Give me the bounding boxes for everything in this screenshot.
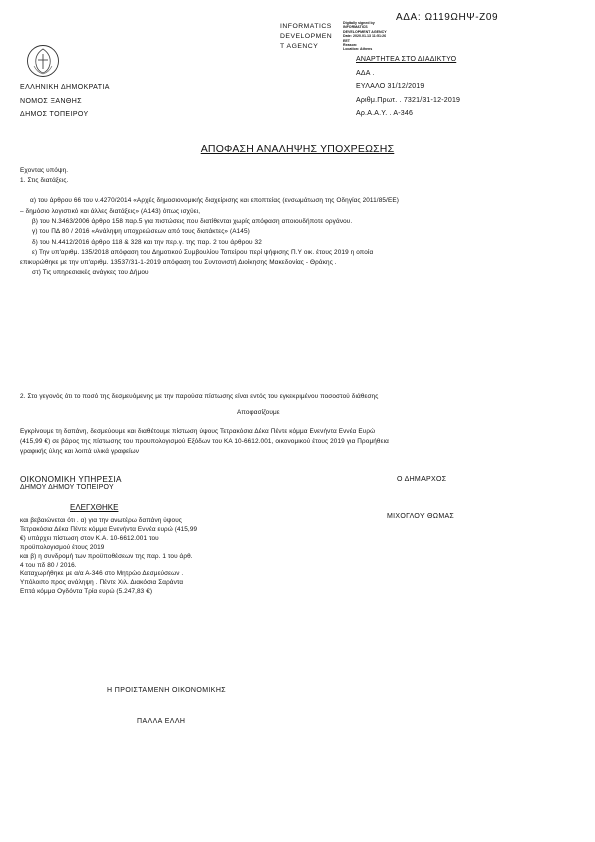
aay-number: Αρ.Α.Α.Υ. . Α-346	[356, 110, 414, 117]
signing-agency-name	[280, 22, 350, 52]
signature-line-6: Reason:	[343, 43, 358, 48]
agency-line-3: T AGENCY	[280, 43, 319, 50]
note-line: Καταχωρήθηκε με α/α Α-346 στο Μητρώο Δεσμεύσεων .	[20, 570, 184, 578]
posting-notice: ΑΝΑΡΤΗΤΕΑ ΣΤΟ ΔΙΑΔΙΚΤΥΟ	[356, 56, 457, 63]
body-line: Εχοντας υπόψη.	[20, 167, 69, 174]
head-of-finance-title: Η ΠΡΟΙΣΤΑΜΕΝΗ ΟΙΚΟΝΟΜΙΚΗΣ	[107, 687, 227, 694]
body-line: ε) Την υπ'αριθμ. 135/2018 απόφαση του Δημοτικού Συμβουλίου Τοπείρου περί ψήφισης Π.Υ οικ. έτους 2019 η οποία	[32, 249, 374, 256]
body-line: 2. Στο γεγονός ότι το ποσό της δεσμευόμενης με την παρούσα πίστωσης είναι εντός του εγκεκριμένου ποσοστού διάθεσης	[20, 393, 379, 400]
finance-service: ΟΙΚΟΝΟΜΙΚΗ ΥΠΗΡΕΣΙΑ	[20, 475, 122, 484]
checked-stamp: ΕΛΕΓΧΘΗΚΕ	[70, 503, 119, 512]
ada-field: ΑΔΑ .	[356, 69, 375, 77]
body-line: γραφικής ύλης και λοιπά υλικά γραφείων	[20, 448, 140, 455]
commitment-note	[20, 517, 197, 597]
body-line: στ) Τις υπηρεσιακές ανάγκες του Δήμου	[32, 269, 149, 276]
agency-line-1: INFORMATICS	[280, 23, 332, 30]
issuer-block	[20, 81, 110, 122]
agency-line-2: DEVELOPMEN	[280, 33, 333, 40]
body-line: Εγκρίνουμε τη δαπάνη, δεσμεύουμε και διαθέτουμε πίστωση ύψους Τετρακόσια Δέκα Πέντε κόμμα Ενενήντα Εννέα Ευρώ	[20, 428, 376, 435]
body-line: 1. Στις διατάξεις.	[20, 177, 69, 184]
protocol-number: Αριθμ.Πρωτ. . 7321/31-12-2019	[356, 96, 461, 104]
body-line: (415,99 €) σε βάρος της πίστωσης του προυπολογισμού Εξόδων του ΚΑ 10-6612.001, οικονομικού έτους 2019 για Προμήθεια	[20, 438, 389, 445]
head-of-finance-name: ΠΑΛΛΑ ΕΛΛΗ	[137, 718, 186, 725]
prefecture-name: ΝΟΜΟΣ ΞΑΝΘΗΣ	[20, 97, 82, 105]
country-name: ΕΛΛΗΝΙΚΗ ΔΗΜΟΚΡΑΤΙΑ	[20, 84, 110, 91]
note-line: και β) η συνδρομή των προϋποθέσεων της παρ. 1 του άρθ.	[20, 552, 193, 560]
municipality-name: ΔΗΜΟΣ ΤΟΠΕΙΡΟΥ	[20, 111, 89, 118]
ada-code: ΑΔΑ: Ω119ΩΗΨ-Ζ09	[396, 12, 499, 23]
greek-coat-of-arms-icon	[26, 44, 60, 78]
signature-line-1: Digitally signed by	[343, 21, 375, 25]
body-line: β) του Ν.3463/2006 άρθρο 158 παρ.5 για πιστώσεις που διατίθενται χωρίς απόφαση αποιουδήποτε οργάνου.	[32, 218, 353, 225]
signature-line-2: INFORMATICS	[343, 25, 368, 30]
body-line: – δημόσιο λογιστικό και άλλες διατάξεις» (Α143) όπως ισχύει,	[20, 208, 201, 215]
decision-heading: Αποφασίζουμε	[237, 409, 280, 416]
mayor-title: Ο ΔΗΜΑΡΧΟΣ	[397, 476, 447, 483]
finance-service-block	[20, 475, 122, 491]
note-line: Τετρακόσια Δέκα Πέντε κόμμα Ενενήντα Εννέα ευρώ (415,99	[20, 525, 198, 533]
note-line: 4 του πδ 80 / 2016.	[20, 561, 77, 569]
note-line: €) υπάρχει πίστωση στον Κ.Α. 10-6612.001 του	[20, 534, 159, 542]
signature-line-7: Location: Athens	[343, 47, 373, 52]
note-line: Επτά κόμμα Ογδόντα Τρία ευρώ (5.247,83 €)	[20, 588, 153, 596]
body-line: α) του άρθρου 66 του ν.4270/2014 «Αρχές δημοσιονομικής διαχείρισης και εποπτείας (ενσωμάτωση της Οδηγίας 2011/85/ΕΕ)	[30, 197, 399, 204]
document-meta	[356, 53, 460, 121]
signature-line-3: DEVELOPMENT AGENCY	[343, 29, 387, 34]
finance-municipality: ΔΗΜΟΥ ΔΗΜΟΥ ΤΟΠΕΙΡΟΥ	[20, 484, 114, 491]
mayor-name: ΜΙΧΟΓΛΟΥ ΘΩΜΑΣ	[387, 513, 455, 520]
note-line: και βεβαιώνεται ότι . α) για την ανωτέρω δαπάνη ύψους	[20, 517, 182, 524]
date-field: ΕΥΛΑΛΟ 31/12/2019	[356, 83, 425, 90]
digital-signature-details	[343, 21, 403, 52]
body-line: γ) του ΠΔ 80 / 2016 «Ανάληψη υποχρεώσεων από τους διατάκτες» (Α145)	[32, 228, 250, 235]
signature-line-4: Date: 2020.01.13 11:51:26	[343, 34, 387, 39]
body-line: επικυρώθηκε με την υπ'αριθμ. 13537/31-1-2019 απόφαση του Συντονιστή Διοίκησης Μακεδονίας - Θράκης .	[20, 259, 337, 266]
note-line: Υπόλοιπο προς ανάληψη . Πέντε Χιλ. Διακόσια Σαράντα	[20, 579, 184, 587]
page-title: ΑΠΟΦΑΣΗ ΑΝΑΛΗΨΗΣ ΥΠΟΧΡΕΩΣΗΣ	[200, 143, 395, 155]
note-line: προϋπολογισμού έτους 2019	[20, 543, 105, 551]
signature-line-5: EET	[343, 38, 350, 43]
body-line: δ) του Ν.4412/2016 άρθρο 118 & 328 και την περ.γ. της παρ. 2 του άρθρου 32	[32, 239, 262, 246]
